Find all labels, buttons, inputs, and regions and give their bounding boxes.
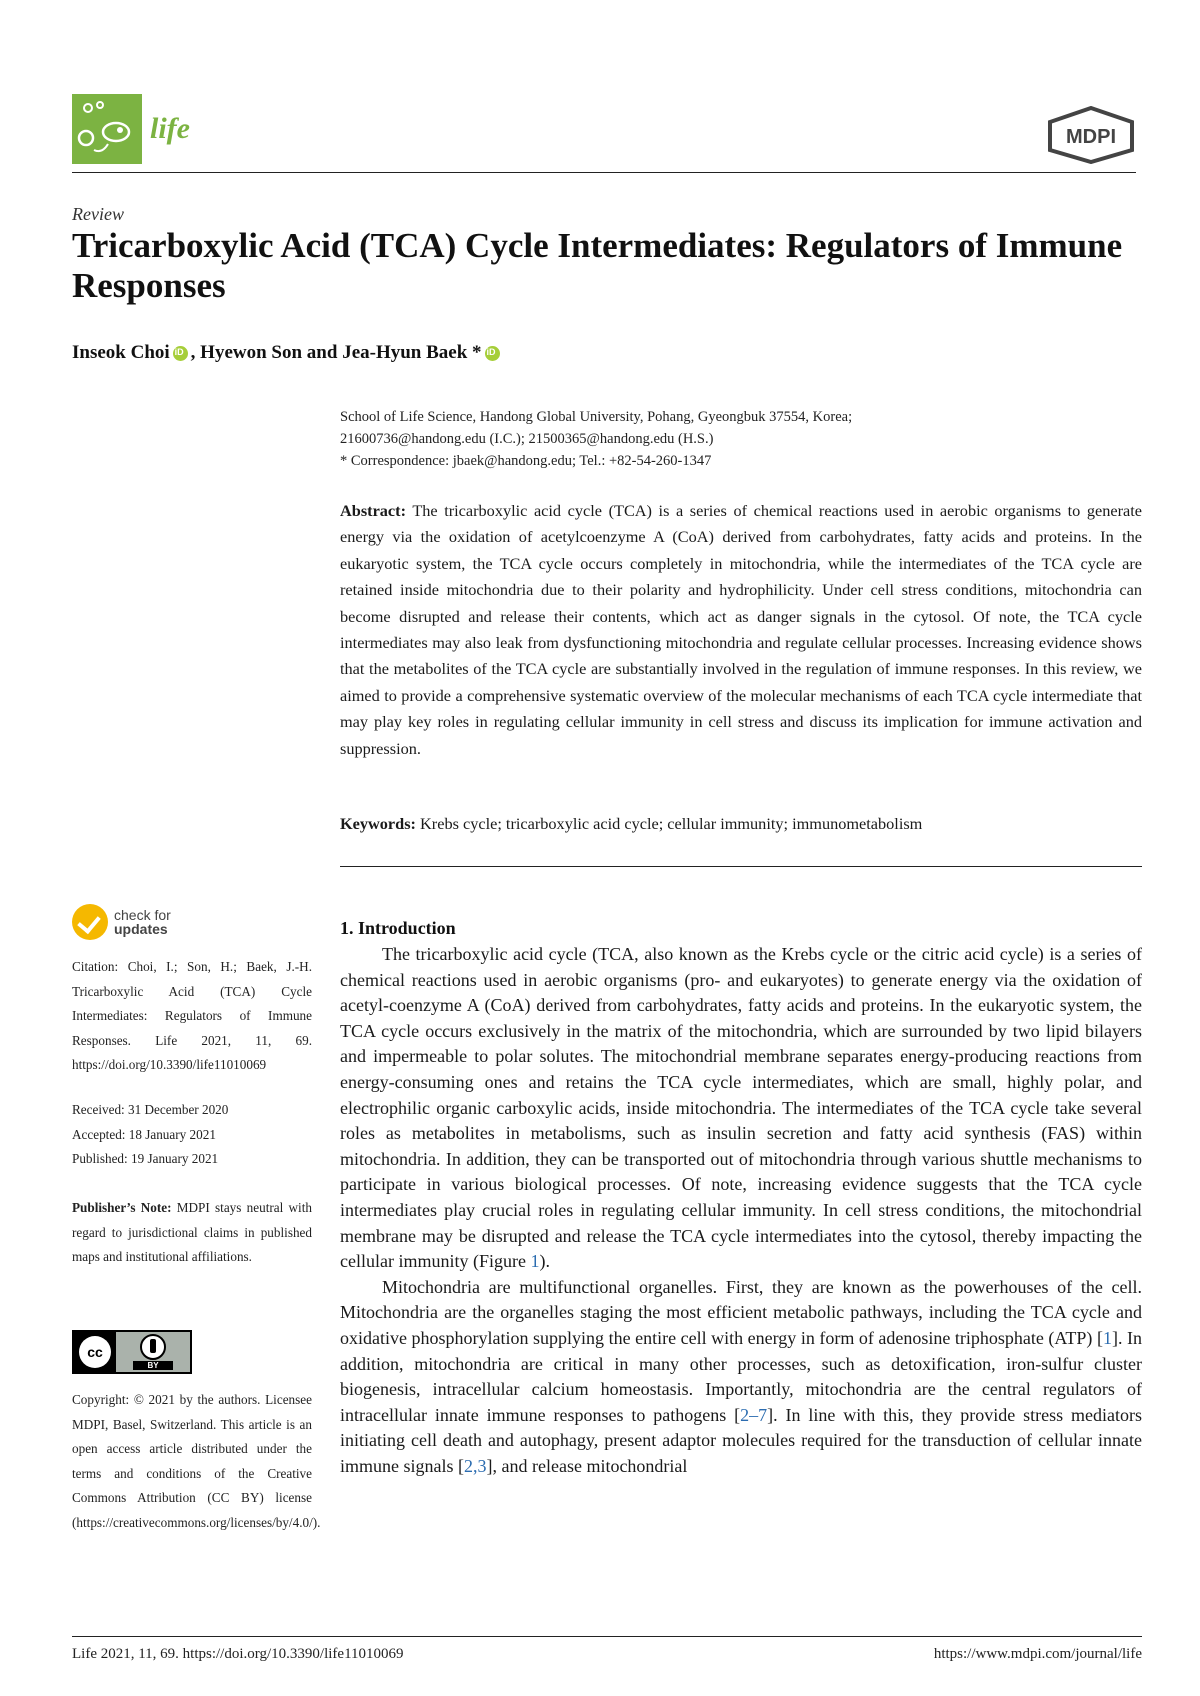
updates-line: updates [114,921,168,937]
copyright-block [72,1388,321,1535]
attribution-icon [140,1334,166,1360]
checkmark-icon [72,904,108,940]
author-list [72,342,503,364]
affiliation-emails: 21600736@handong.edu (I.C.); 21500365@handong.edu (H.S.) [340,431,714,447]
check-for-updates-button[interactable] [72,904,171,940]
publisher-note [72,1196,312,1270]
abstract-text: The tricarboxylic acid cycle (TCA) is a series of chemical reactions used in aerobic organisms to generate energy via the oxidation of acetylcoenzyme A (CoA) derived from carbohydrates, fatty acids and proteins. In the eukaryotic system, the TCA cycle occurs completely in mitochondria, while the intermediates of the TCA cycle are retained inside mitochondria due to their polarity and hydrophilicity. Under cell stress conditions, mitochondria can become disrupted and release their contents, which act as danger signals in the cytosol. Of note, the TCA cycle intermediates may also leak from dysfunctioning mitochondria and regulate cellular processes. Increasing evidence shows that the metabolites of the TCA cycle are substantially involved in the regulation of immune responses. In this review, we aimed to provide a comprehensive systematic overview of the molecular mechanisms of each TCA cycle intermediate that may play key roles in regulating cellular immunity in cell stress and discuss its implication for immune activation and suppression. [340,501,1142,758]
journal-logo-icon [72,94,142,164]
orcid-icon[interactable] [485,346,500,361]
section-heading: 1. Introduction [340,918,456,938]
footer-divider [72,1636,1142,1637]
correspondence: * Correspondence: jbaek@handong.edu; Tel.: +82-54-260-1347 [340,453,712,469]
header-divider [72,172,1136,173]
publisher-logo[interactable] [1046,106,1136,164]
keywords-label: Keywords: [340,814,416,833]
publisher-note-label: Publisher’s Note: [72,1200,172,1215]
paragraph: The tricarboxylic acid cycle (TCA, also known as the Krebs cycle or the citric acid cycle) is a series of chemical reactions used in aerobic organisms (pro- and eukaryotes) to generate energy via the oxidation of acetyl-coenzyme A (CoA) derived from carbohydrates, fatty acids and proteins. In the eukaryotic system, the TCA cycle occurs exclusively in the matrix of the mitochondria, which are surrounded by two lipid bilayers and impermeable to polar solutes. The mitochondrial membrane separates energy-producing reactions from energy-consuming ones and retains the TCA cycle intermediates, which are small, highly polar, and electrophilic organic carboxylic acids, inside mitochondria. The intermediates of the TCA cycle take several roles as metabolites in metabolisms, such as insulin secretion and fatty acid synthesis (FAS) within mitochondria. In addition, they can be transported out of mitochondria through various shuttle mechanisms to participate in various biological processes. Of note, increasing evidence suggests that the TCA cycle intermediates play crucial roles in regulating cellular immunity. In cell stress conditions, the mitochondrial membrane may be disrupted and release the TCA cycle intermediates into the cytosol, thereby impacting the cellular immunity (Figure 1). [340,944,1142,1272]
abstract-label: Abstract: [340,501,407,520]
keywords [340,814,1142,834]
published-date: Published: 19 January 2021 [72,1151,219,1166]
journal-name: life [150,112,190,145]
journal-logo[interactable] [72,94,190,164]
citation-text: Citation: Choi, I.; Son, H.; Baek, J.-H. Tricarboxylic Acid (TCA) Cycle Intermediates: Regulators of Immune Responses. Life 2021, 11, 69. https://doi.org/10.3390/life11010069 [72,959,312,1072]
keywords-text: Krebs cycle; tricarboxylic acid cycle; cellular immunity; immunometabolism [420,814,923,833]
figure-link[interactable]: 1 [530,1251,540,1272]
abstract [340,498,1142,762]
affiliation [340,406,1140,472]
publisher-name: MDPI [1066,126,1116,148]
publisher-note-text: MDPI stays neutral with regard to jurisdictional claims in published maps and institutional affiliations. [72,1200,312,1264]
dates-block [72,1098,312,1172]
check-line: check for [114,907,171,923]
affiliation-line: School of Life Science, Handong Global University, Pohang, Gyeongbuk 37554, Korea; [340,409,853,425]
received-date: Received: 31 December 2020 [72,1102,229,1117]
cc-license-badge[interactable] [72,1330,192,1374]
by-label: BY [133,1361,172,1370]
orcid-icon[interactable] [173,346,188,361]
citation-block [72,955,312,1078]
article-type: Review [72,204,124,224]
footer-journal-url[interactable]: https://www.mdpi.com/journal/life [933,1646,1142,1662]
author-names: , Hyewon Son and Jea-Hyun Baek * [190,342,482,363]
reference-link[interactable]: 2,3 [464,1455,487,1476]
article-title: Tricarboxylic Acid (TCA) Cycle Intermediates: Regulators of Immune Responses [72,226,1123,305]
accepted-date: Accepted: 18 January 2021 [72,1126,216,1142]
reference-link[interactable]: 1 [1102,1327,1112,1348]
abstract-divider [340,866,1142,867]
footer-citation: Life 2021, 11, 69. https://doi.org/10.3390/life11010069 [72,1646,404,1662]
cc-icon: cc [74,1332,116,1372]
paragraph: Mitochondria are multifunctional organelles. First, they are known as the powerhouses of the cell. Mitochondria are the organelles staging the most efficient metabolic pathways, including the TCA cycle and oxidative phosphorylation supplying the entire cell with energy in form of adenosine triphosphate (ATP) [1]. In addition, mitochondria are critical in many other processes, such as detoxification, iron-sulfur cluster biogenesis, intracellular calcium homeostasis. Importantly, mitochondria are the central regulators of intracellular innate immune responses to pathogens [2–7]. In line with this, they provide stress mediators initiating cell death and autophagy, present adaptor molecules required for the transduction of cellular innate immune signals [2,3], and release mitochondrial [340,1276,1142,1476]
copyright-text: Copyright: © 2021 by the authors. Licensee MDPI, Basel, Switzerland. This article is an open access article distributed under the terms and conditions of the Creative Commons Attribution (CC BY) license (https://creativecommons.org/licenses/by/4.0/). [72,1392,321,1530]
reference-link[interactable]: 2–7 [740,1404,768,1425]
author-name: Inseok Choi [72,342,170,363]
body-text [340,942,1142,1479]
